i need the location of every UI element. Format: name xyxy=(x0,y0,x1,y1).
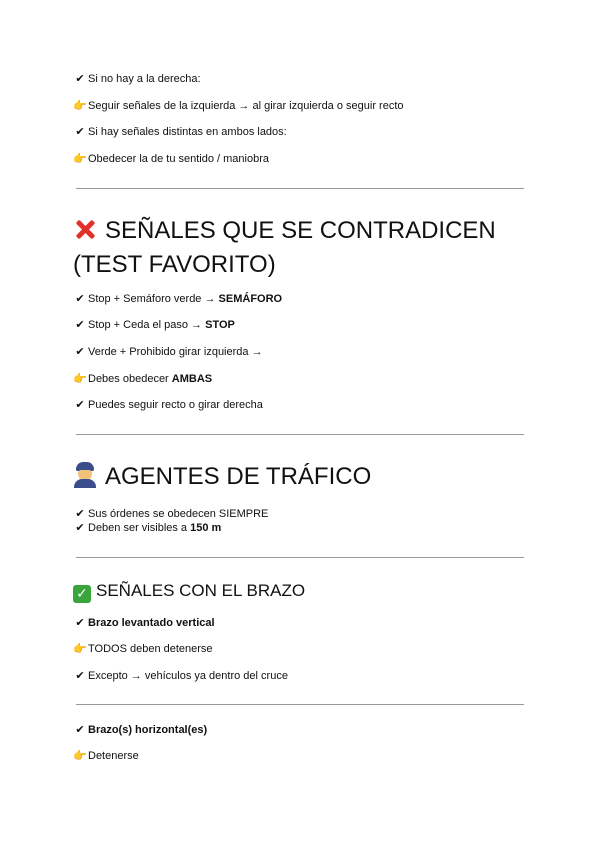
heading-text: SEÑALES CON EL BRAZO xyxy=(96,581,306,600)
list-item xyxy=(73,152,269,166)
pointing-hand-icon: 👉 xyxy=(73,153,87,165)
section-heading xyxy=(73,214,496,247)
line-bold: AMBAS xyxy=(171,373,213,385)
pointing-hand-icon: 👉 xyxy=(73,100,87,112)
pointing-hand-icon: 👉 xyxy=(73,373,87,385)
pointing-hand-icon: 👉 xyxy=(73,750,87,762)
heading-text: AGENTES DE TRÁFICO xyxy=(105,463,372,490)
check-icon: ✔ xyxy=(75,319,85,331)
list-item xyxy=(73,99,404,113)
line-text: Puedes seguir recto o girar derecha xyxy=(88,399,263,411)
check-icon: ✔ xyxy=(75,73,85,85)
check-icon: ✔ xyxy=(75,126,85,138)
list-item xyxy=(73,723,207,737)
section-heading xyxy=(73,580,305,603)
check-icon: ✔ xyxy=(75,346,85,358)
section-heading-continuation xyxy=(73,248,276,281)
line-text: Obedecer la de tu sentido / maniobra xyxy=(88,153,270,165)
list-item xyxy=(73,125,287,139)
line-text: Verde + Prohibido girar izquierda → xyxy=(88,346,263,358)
line-bold: STOP xyxy=(205,319,235,331)
line-text: Stop + Semáforo verde → xyxy=(88,293,219,305)
line-text: TODOS deben detenerse xyxy=(88,643,213,655)
list-item xyxy=(73,749,139,763)
list-item xyxy=(73,521,221,535)
line-text: Deben ser visibles a xyxy=(88,522,191,534)
line-text: Si no hay a la derecha: xyxy=(88,73,201,85)
line-bold: Brazo levantado vertical xyxy=(88,617,215,629)
line-text: Excepto → vehículos ya dentro del cruce xyxy=(88,670,288,682)
divider xyxy=(76,557,524,558)
list-item xyxy=(73,642,213,656)
list-item xyxy=(73,318,235,332)
line-text: Debes obedecer xyxy=(88,373,172,385)
cross-mark-icon xyxy=(73,217,97,241)
line-text: Stop + Ceda el paso → xyxy=(88,319,206,331)
list-item xyxy=(73,616,215,630)
list-item xyxy=(73,345,263,359)
heading-line-1: SEÑALES QUE SE CONTRADICEN xyxy=(105,217,496,244)
line-text: Sus órdenes se obedecen SIEMPRE xyxy=(88,508,269,520)
check-icon: ✔ xyxy=(75,293,85,305)
pointing-hand-icon: 👉 xyxy=(73,643,87,655)
divider xyxy=(76,704,524,705)
list-item xyxy=(73,507,268,521)
list-item xyxy=(73,398,263,412)
check-mark-button-icon: ✓ xyxy=(73,585,91,603)
divider xyxy=(76,188,524,189)
line-bold: SEMÁFORO xyxy=(218,293,283,305)
check-icon: ✔ xyxy=(75,522,85,534)
check-icon: ✔ xyxy=(75,508,85,520)
section-heading xyxy=(73,460,371,493)
divider xyxy=(76,434,524,435)
line-text: Detenerse xyxy=(88,750,139,762)
check-icon: ✔ xyxy=(75,399,85,411)
check-icon: ✔ xyxy=(75,670,85,682)
check-icon: ✔ xyxy=(75,617,85,629)
list-item xyxy=(73,292,282,306)
heading-line-2: (TEST FAVORITO) xyxy=(73,251,276,278)
line-text: Seguir señales de la izquierda → al girar izquierda o seguir recto xyxy=(88,100,404,112)
list-item xyxy=(73,669,288,683)
line-bold: 150 m xyxy=(190,522,222,534)
check-icon: ✔ xyxy=(75,724,85,736)
line-text: Si hay señales distintas en ambos lados: xyxy=(88,126,287,138)
list-item xyxy=(73,72,201,86)
police-officer-icon xyxy=(73,462,97,488)
line-bold: Brazo(s) horizontal(es) xyxy=(88,724,208,736)
list-item xyxy=(73,372,212,386)
